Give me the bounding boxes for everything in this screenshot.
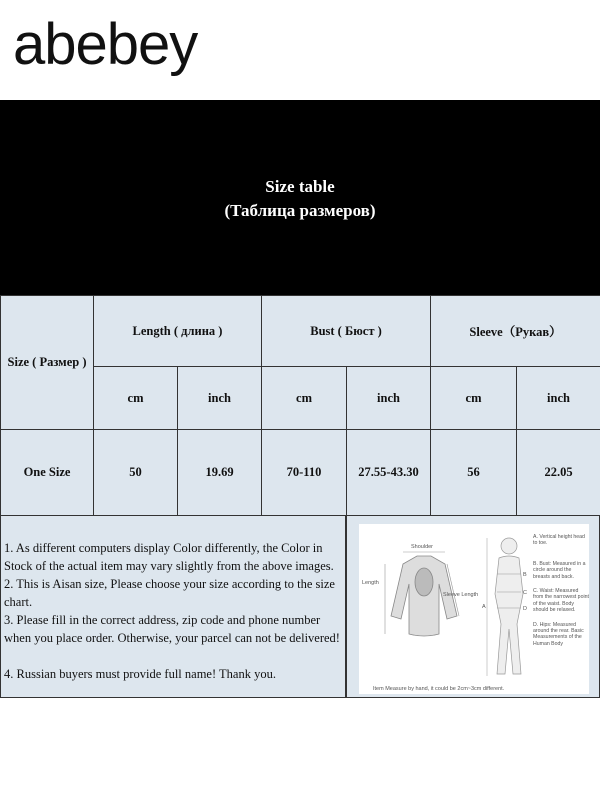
size-cell: One Size [1, 430, 94, 516]
unit-header: inch [347, 367, 431, 430]
bust-group-header: Bust ( Бюст ) [262, 296, 431, 367]
table-row [1, 430, 600, 516]
note-item: 1. As different computers display Color differently, the Color in Stock of the actual item may vary slightly from the above images. [4, 541, 334, 573]
size-column-header: Size ( Размер ) [1, 296, 94, 430]
value-cell: 22.05 [517, 430, 600, 516]
unit-header: cm [431, 367, 517, 430]
unit-header: inch [517, 367, 600, 430]
value-cell: 56 [431, 430, 517, 516]
length-group-header: Length ( длина ) [94, 296, 262, 367]
value-cell: 27.55-43.30 [347, 430, 431, 516]
body-figure-icon [495, 538, 523, 674]
note-item: 3. Please fill in the correct address, zip code and phone number when you place order. Otherwise, your parcel can not be delivered! [4, 613, 340, 645]
size-table [0, 295, 600, 516]
body-label-b: B [523, 572, 527, 578]
unit-header: cm [262, 367, 347, 430]
unit-header: inch [178, 367, 262, 430]
banner-subtitle: (Таблица размеров) [224, 201, 376, 220]
note-item: 4. Russian buyers must provide full name! Thank you. [4, 667, 276, 681]
body-label-c: C [523, 590, 527, 596]
brand-logo: abebey [13, 12, 198, 77]
notes-panel [0, 515, 346, 698]
sleeve-group-header: Sleeve（Рукав） [431, 296, 600, 367]
legend-item: B. Bust: Measured in a circle around the breasts and back. [533, 560, 586, 580]
value-cell: 19.69 [178, 430, 262, 516]
shoulder-label: Shoulder [411, 544, 434, 550]
legend-item: C. Waist: Measured from the narrowest point of the waist. Body should be relaxed. [533, 588, 589, 614]
size-table-banner [0, 100, 600, 295]
measurement-diagram [346, 515, 600, 698]
value-cell: 70-110 [262, 430, 347, 516]
diagram-illustration [359, 524, 589, 694]
body-label-d: D [523, 606, 527, 612]
sleeve-label: Sleeve Length [443, 592, 479, 598]
legend-item: A. Vertical height head to toe. [533, 534, 585, 547]
value-cell: 50 [94, 430, 178, 516]
diagram-canvas [359, 524, 589, 694]
unit-header: cm [94, 367, 178, 430]
note-item: 2. This is Aisan size, Please choose your size according to the size chart. [4, 577, 335, 609]
body-label-a: A [482, 604, 486, 610]
banner-title: Size table [265, 177, 335, 196]
diagram-footnote: Item Measure by hand, it could be 2cm~3cm different. [373, 686, 505, 692]
legend-item: D. Hips: Measured around the rear. Basic Measurements of the Human Body [533, 621, 584, 647]
length-label: Length [362, 580, 379, 586]
